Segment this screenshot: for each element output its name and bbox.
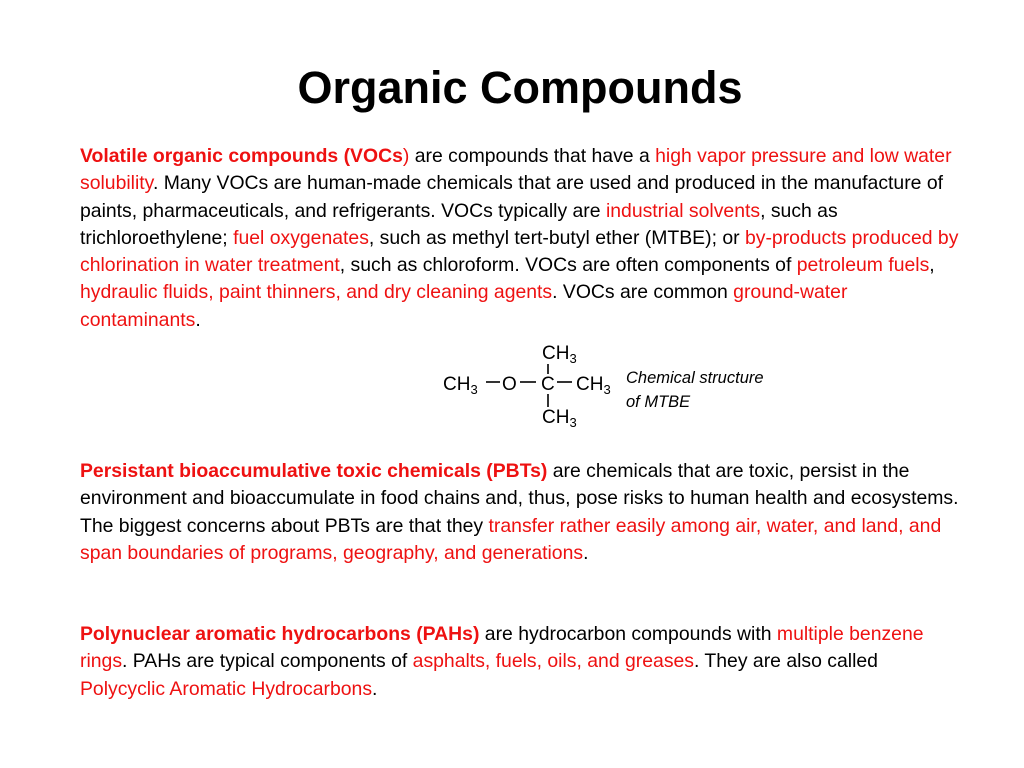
vocs-text-2: . Many VOCs are human-made chemicals that are used and produced in the manufacture of paints, pharmaceuticals, and refrigerants. VOCs typically are xyxy=(80,172,943,222)
vocs-paragraph xyxy=(80,143,960,334)
pahs-paragraph xyxy=(80,621,960,703)
pbts-term: Persistant bioaccumulative toxic chemicals (PBTs) xyxy=(80,460,548,482)
pahs-text-2: . PAHs are typical components of xyxy=(122,650,413,673)
vocs-highlight-2: industrial solvents xyxy=(605,199,761,222)
page-title: Organic Compounds xyxy=(297,62,743,113)
vocs-highlight-7: ground-water contaminants xyxy=(80,281,848,331)
central-carbon-atom: C xyxy=(541,374,555,395)
vocs-highlight-6: hydraulic fluids, paint thinners, and dry cleaning agents xyxy=(80,281,553,304)
vocs-text-4: , such as methyl tert-butyl ether (MTBE); or xyxy=(368,226,745,249)
left-methyl-group: $CH_3$ xyxy=(443,374,478,397)
bottom-methyl-group: $CH_3$ xyxy=(542,407,577,430)
vocs-text-6: , xyxy=(929,254,935,277)
pbts-text-1: are chemicals that are toxic, persist in the environment and bioaccumulate in food chains and, thus, pose risks to human health and ecosystems. The biggest concerns about PBTs are that they xyxy=(80,460,959,537)
pahs-text-4: . xyxy=(372,677,378,700)
vocs-text-5: , such as chloroform. VOCs are often components of xyxy=(339,254,797,277)
pahs-term: Polynuclear aromatic hydrocarbons (PAHs) xyxy=(80,623,480,645)
vocs-highlight-3: fuel oxygenates xyxy=(233,226,369,249)
mtbe-caption-line-2: of MTBE xyxy=(626,393,691,411)
vocs-highlight-1: high vapor pressure and low water solubility xyxy=(80,145,952,195)
vocs-text-7: . VOCs are common xyxy=(552,281,734,304)
vocs-highlight-4: by-products produced by chlorination in water treatment xyxy=(80,226,959,277)
vocs-text-8: . xyxy=(195,308,201,331)
mtbe-structure-diagram xyxy=(440,337,620,433)
top-methyl-group: $CH_3$ xyxy=(542,343,577,366)
vocs-text-1: are compounds that have a xyxy=(409,145,656,167)
vocs-highlight-5: petroleum fuels xyxy=(796,254,930,277)
pahs-highlight-1: multiple benzene rings xyxy=(80,623,924,673)
mtbe-caption xyxy=(626,366,826,414)
mtbe-caption-line-1: Chemical structure xyxy=(626,369,764,387)
pbts-paragraph xyxy=(80,458,960,567)
pbts-highlight-1: transfer rather easily among air, water, and land, and span boundaries of programs, geography, and generations xyxy=(80,514,942,564)
pahs-text-3: . They are also called xyxy=(694,650,878,673)
pahs-highlight-2: asphalts, fuels, oils, and greases xyxy=(412,650,694,673)
right-methyl-group: $CH_3$ xyxy=(576,374,611,397)
vocs-text-3: , such as trichloroethylene; xyxy=(80,199,838,249)
vocs-term-close: ) xyxy=(402,145,410,167)
oxygen-atom: O xyxy=(502,374,517,395)
pahs-text-1: are hydrocarbon compounds with xyxy=(479,623,777,645)
vocs-term: Volatile organic compounds (VOCs xyxy=(80,145,403,167)
pahs-highlight-3: Polycyclic Aromatic Hydrocarbons xyxy=(80,677,373,700)
pbts-text-2: . xyxy=(583,541,589,564)
